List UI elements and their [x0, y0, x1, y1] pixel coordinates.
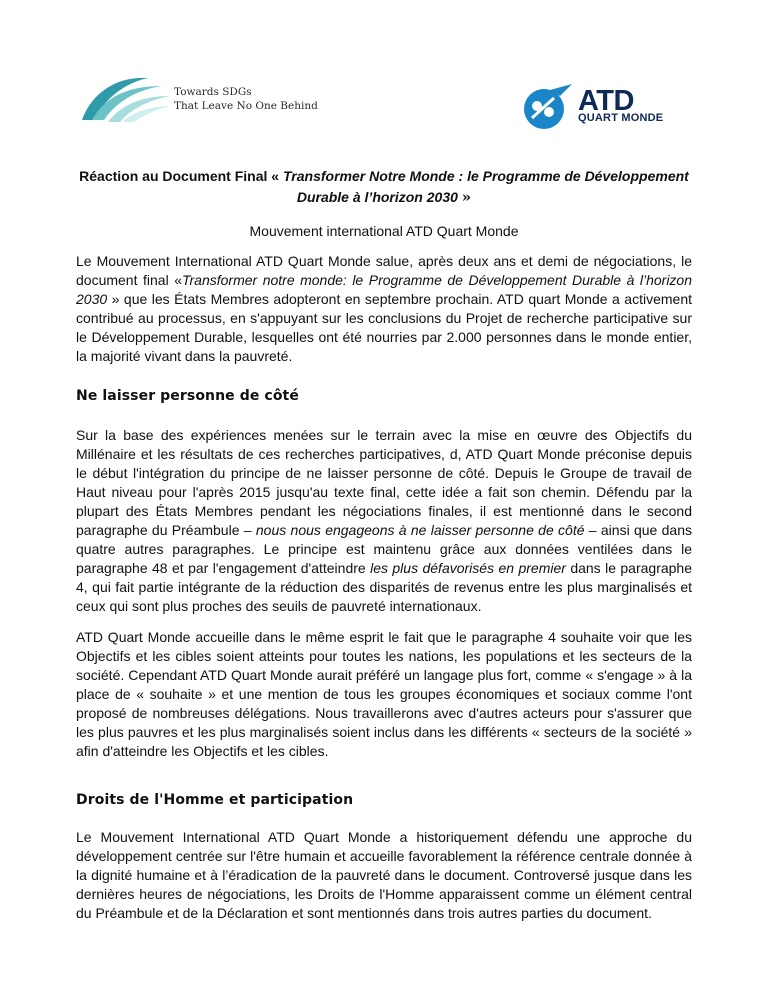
title-prefix: Réaction au Document Final	[79, 168, 272, 184]
intro-paragraph	[76, 252, 692, 366]
section1-paragraph-2: ATD Quart Monde accueille dans le même esprit le fait que le paragraphe 4 souhaite voir que les Objectifs et les cibles soient atteints pour toutes les nations, les populations et les secteurs de la société. Cependant ATD Quart Monde aurait préféré un langage plus fort, comme « s'engage » à la place de « souhaite » et une mention de tous les groupes économiques et sociaux comme l'ont proposé de nombreuses délégations. Nous travaillerons avec d'autres acteurs pour s'assurer que les plus pauvres et les plus marginalisés soient inclus dans les différents « secteurs de la société » afin d'atteindre les Objectifs et les cibles.	[76, 629, 692, 759]
title-open-quote: «	[271, 168, 280, 184]
s1p1-text-c: dans le paragraphe 4, qui fait partie intégrante de la réduction des disparités de revenus entre les plus marginalisés et ceux qui sont plus proches des seuils de pauvreté internationaux.	[76, 560, 693, 614]
atd-emblem-icon	[520, 82, 576, 132]
title-italic: Transformer Notre Monde : le Programme de Développement Durable à l’horizon 2030	[279, 168, 689, 205]
section2-heading: Droits de l'Homme et participation	[76, 792, 354, 808]
intro-text-2: » que les États Membres adopteront en septembre prochain. ATD quart Monde a activement contribué au processus, en s'appuyant sur les conclusions du Projet de recherche participative sur le Développement Durable, lesquelles ont été nourries par 2.000 personnes dans le monde entier, la majorité vivant dans la pauvreté.	[76, 291, 692, 364]
sdg-logo	[78, 72, 318, 124]
atd-logo	[520, 82, 690, 132]
document-title	[78, 166, 690, 208]
s1p1-text-b: – ainsi que dans quatre autres paragraphes. Le principe est maintenu grâce aux données ventilées dans le paragraphe 48 et par l'engagement d'atteindre	[76, 522, 692, 576]
section1-heading: Ne laisser personne de côté	[76, 388, 299, 404]
sdg-logo-line1: Towards SDGs	[174, 86, 252, 98]
swoosh-logo-icon	[78, 72, 174, 124]
section2-paragraph-1: Le Mouvement International ATD Quart Monde a historiquement défendu une approche du développement centrée sur l'être humain et accueille favorablement la référence centrale donnée à la dignité humaine et à l’éradication de la pauvreté dans le document. Controversé jusque dans les dernières heures de négociations, les Droits de l'Homme apparaissent comme un élément central du Préambule et de la Déclaration et sont mentionnés dans trois autres parties du document.	[76, 829, 692, 921]
atd-logo-name: ATD	[578, 85, 634, 117]
title-close-quote: »	[461, 188, 472, 206]
intro-text-1: Le Mouvement International ATD Quart Monde salue, après deux ans et demi de négociations, le document final «	[76, 253, 692, 288]
atd-logo-subname: QUART MONDE	[578, 112, 664, 124]
document-subtitle: Mouvement international ATD Quart Monde	[249, 223, 519, 239]
s1p1-italic-a: nous nous engageons à ne laisser personne de côté	[255, 522, 585, 538]
s1p1-text-a: Sur la base des expériences menées sur le terrain avec la mise en œuvre des Objectifs du Millénaire et les résultats de ces recherches participatives, d, ATD Quart Monde préconise depuis le début l'intégration du principe de ne laisser personne de côté. Depuis le Groupe de travail de Haut niveau pour l'après 2015 jusqu'au texte final, cette idée a fait son chemin. Défendu par la plupart des États Membres pendant les négociations finales, il est mentionné dans le second paragraphe du Préambule –	[76, 427, 692, 538]
sdg-logo-line2: That Leave No One Behind	[174, 100, 318, 112]
s1p1-italic-b: les plus défavorisés en premier	[370, 560, 566, 576]
intro-italic: Transformer notre monde: le Programme de Développement Durable à l’horizon 2030	[76, 272, 693, 307]
section1-paragraph-1	[76, 426, 692, 616]
